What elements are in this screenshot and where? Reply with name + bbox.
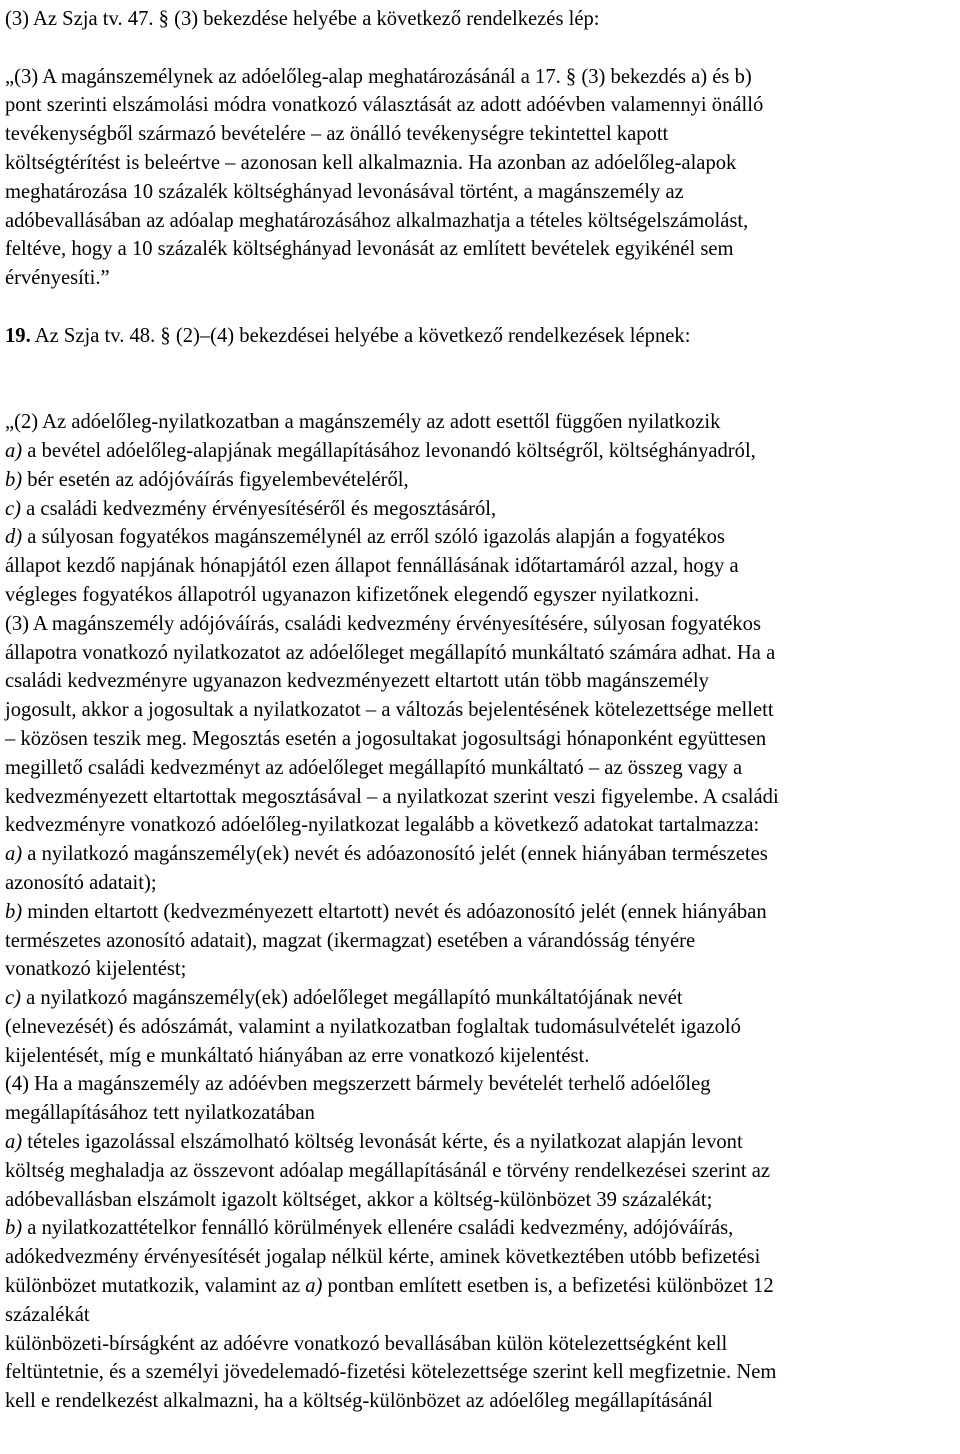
text-line: (elnevezését) és adószámát, valamint a nyilatkozatban foglaltak tudomásulvételét igazoló — [5, 1015, 741, 1038]
amendment-intro: (3) Az Szja tv. 47. § (3) bekezdése helyébe a következő rendelkezés lép: — [5, 8, 600, 30]
list-item-c — [5, 495, 955, 524]
text-line: százalékát — [5, 1303, 90, 1326]
list-item-a — [5, 437, 955, 466]
text-line: érvényesíti.” — [5, 267, 110, 290]
text-line: állapot kezdő napjának hónapjától ezen állapot fennállásának időtartamáról azzal, hogy a — [5, 555, 739, 578]
text-line: családi kedvezményre ugyanazon kedvezményezett eltartott után több magánszemély — [5, 670, 709, 693]
paragraph-2-text — [5, 408, 955, 610]
text-line: állapotra vonatkozó nyilatkozatot az adóelőleget megállapító munkáltató számára adhat. Ha a — [5, 641, 776, 664]
list-item-b — [5, 1214, 955, 1243]
text-line: jogosult, akkor a jogosultak a nyilatkozatot – a változás bejelentésének kötelezettsége mellett — [5, 699, 774, 722]
text-line: – közösen teszik meg. Megosztás esetén a jogosultakat jogosultsági hónaponként együttesen — [5, 727, 767, 750]
item-text: a súlyosan fogyatékos magánszemélynél az erről szóló igazolás alapján a fogyatékos — [22, 526, 725, 549]
text-line: megállapításához tett nyilatkozatában — [5, 1102, 315, 1125]
text-line: természetes azonosító adatait), magzat (ikermagzat) esetében a várandósság tényére — [5, 929, 696, 952]
text-line: (4) Ha a magánszemély az adóévben megszerzett bármely bevételét terhelő adóelőleg — [5, 1073, 711, 1096]
text-line: kijelentését, míg e munkáltató hiányában az erre vonatkozó kijelentést. — [5, 1044, 590, 1067]
paragraph-3-text — [5, 63, 955, 293]
spacer — [5, 379, 955, 408]
text-line: végleges fogyatékos állapotról ugyanazon kifizetőnek elegendő egyszer nyilatkozni. — [5, 583, 700, 606]
text-line: meghatározása 10 százalék költséghányad levonásával történt, a magánszemély az — [5, 180, 684, 203]
text-line: különbözeti-bírságként az adóévre vonatkozó bevallásában külön kötelezettségként kell — [5, 1332, 728, 1355]
list-item-a — [5, 840, 955, 869]
item-letter: b) — [5, 900, 23, 923]
item-text: a nyilatkozó magánszemély(ek) nevét és adóazonosító jelét (ennek hiányában természetes — [22, 843, 768, 866]
text-line: kedvezményezett eltartottak megosztásával – a nyilatkozat szerint veszi figyelembe. A családi — [5, 785, 779, 808]
text-line: tevékenységből származó bevételére – az önálló tevékenységre tekintettel kapott — [5, 123, 669, 146]
document-page — [5, 5, 955, 1416]
spacer — [5, 34, 955, 63]
text-line: „(3) A magánszemélynek az adóelőleg-alap meghatározásánál a 17. § (3) bekezdés a) és b) — [5, 65, 752, 88]
item-letter: a) — [5, 1131, 23, 1154]
text-line: feltüntetnie, és a személyi jövedelemadó-fizetési kötelezettsége szerint kell megfizetnie. Nem — [5, 1361, 777, 1384]
text-line: vonatkozó kijelentést; — [5, 958, 187, 981]
text-line: pont szerinti elszámolási módra vonatkozó választását az adott adóévben valamennyi önálló — [5, 94, 764, 117]
item-text: a nyilatkozó magánszemély(ek) adóelőleget megállapító munkáltatójának nevét — [21, 987, 683, 1010]
item-letter: c) — [5, 497, 21, 520]
spacer — [5, 293, 955, 322]
text-line: adókedvezmény érvényesítését jogalap nélkül kérte, aminek következtében utóbb befizetési — [5, 1246, 761, 1269]
text-line: adóbevallásában az adóalap meghatározásához alkalmazhatja a tételes költségelszámolást, — [5, 209, 749, 232]
section-number: 19. — [5, 324, 31, 347]
list-item-a — [5, 1128, 955, 1157]
list-item-b — [5, 898, 955, 927]
item-letter: b) — [5, 468, 23, 491]
item-letter: d) — [5, 526, 23, 549]
text-line: kell e rendelkezést alkalmazni, ha a költség-különbözet az adóelőleg megállapításánál — [5, 1390, 713, 1413]
item-letter: a) — [5, 439, 23, 462]
text-line: megillető családi kedvezményt az adóelőleget megállapító munkáltató – az összeg vagy a — [5, 756, 743, 779]
text-line: azonosító adatait); — [5, 871, 157, 894]
item-text: tételes igazolással elszámolható költség levonását kérte, és a nyilatkozat alapján levont — [22, 1131, 743, 1154]
item-letter: a) — [5, 843, 23, 866]
section-19-heading — [5, 322, 955, 351]
text-line: költség meghaladja az összevont adóalap megállapításánál e törvény rendelkezései szerint az — [5, 1159, 771, 1182]
item-letter: a) — [305, 1275, 323, 1298]
text-line: adóbevallásban elszámolt igazolt költséget, akkor a költség-különbözet 39 százalékát; — [5, 1188, 713, 1211]
text-line: kedvezményre vonatkozó adóelőleg-nyilatkozat legalább a következő adatokat tartalmazza: — [5, 814, 760, 837]
list-item-b — [5, 466, 955, 495]
text-line — [5, 1272, 955, 1301]
text-run: pontban említett esetben is, a befizetési különbözet 12 — [322, 1275, 774, 1298]
text-run: különbözet mutatkozik, valamint az — [5, 1275, 306, 1298]
spacer — [5, 351, 955, 380]
item-text: minden eltartott (kedvezményezett eltartott) nevét és adóazonosító jelét (ennek hiányában — [22, 900, 767, 923]
section-heading-text: Az Szja tv. 48. § (2)–(4) bekezdései helyébe a következő rendelkezések lépnek: — [30, 324, 691, 347]
item-letter: b) — [5, 1217, 23, 1240]
paragraph-4-text — [5, 1070, 955, 1416]
paragraph-3b-text — [5, 610, 955, 1071]
text-line: „(2) Az adóelőleg-nyilatkozatban a magánszemély az adott esettől függően nyilatkozik — [5, 411, 721, 434]
item-text: bér esetén az adójóváírás figyelembevételéről, — [22, 468, 409, 491]
text-line: költségtérítést is beleértve – azonosan kell alkalmaznia. Ha azonban az adóelőleg-alapok — [5, 151, 737, 174]
item-letter: c) — [5, 987, 21, 1010]
item-text: a nyilatkozattételkor fennálló körülmények ellenére családi kedvezmény, adójóváírás, — [22, 1217, 734, 1240]
list-item-c — [5, 984, 955, 1013]
item-text: a bevétel adóelőleg-alapjának megállapításához levonandó költségről, költséghányadról, — [22, 439, 756, 462]
text-line: feltéve, hogy a 10 százalék költséghányad levonását az említett bevételek egyikénél sem — [5, 238, 734, 261]
list-item-d — [5, 523, 955, 552]
text-line: (3) A magánszemély adójóváírás, családi kedvezmény érvényesítésére, súlyosan fogyatékos — [5, 612, 761, 635]
item-text: a családi kedvezmény érvényesítéséről és megosztásáról, — [21, 497, 497, 520]
